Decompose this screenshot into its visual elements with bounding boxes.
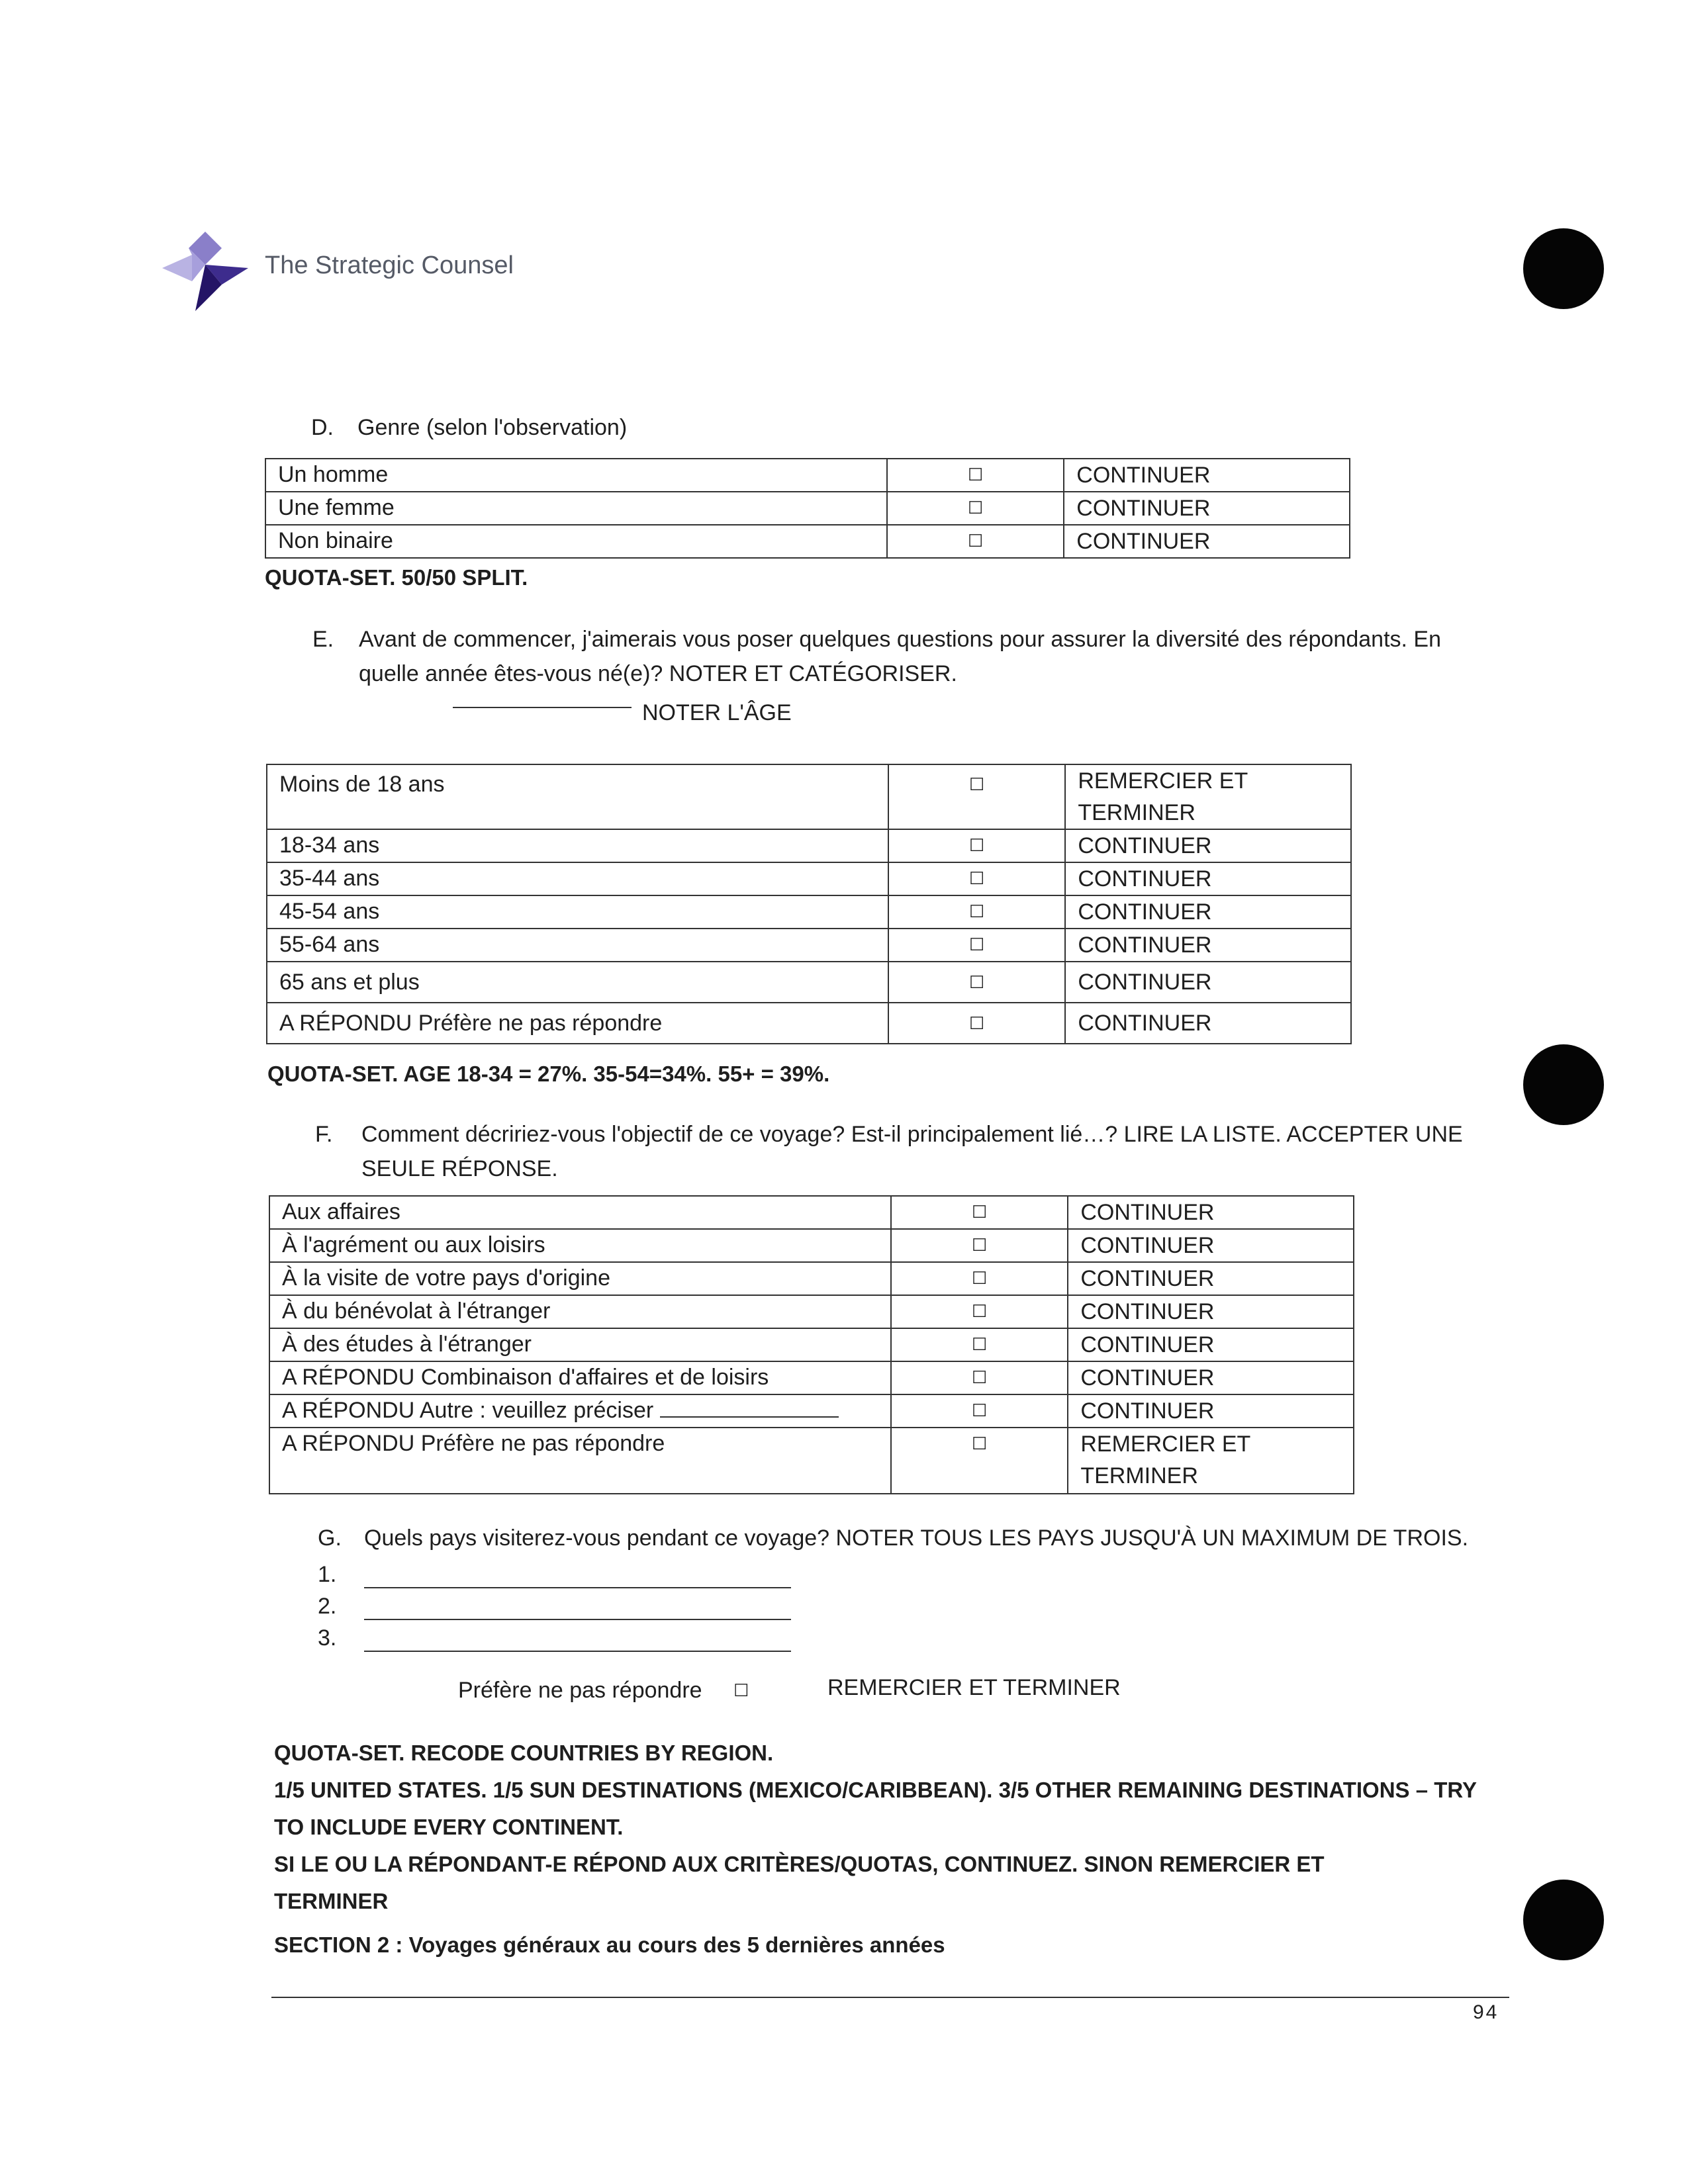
action-label: REMERCIER ET TERMINER: [1065, 764, 1351, 829]
action-label: CONTINUER: [1065, 962, 1351, 1003]
action-label: CONTINUER: [1068, 1328, 1354, 1361]
checkbox[interactable]: ☐: [888, 929, 1066, 962]
checkbox[interactable]: ☐: [888, 862, 1066, 895]
action-label: CONTINUER: [1065, 1003, 1351, 1044]
question-g-letter: G.: [318, 1525, 342, 1551]
quota-note-age: QUOTA-SET. AGE 18-34 = 27%. 35-54=34%. 55+ = 39%.: [267, 1062, 830, 1086]
table-row: [267, 929, 1351, 962]
action-label: CONTINUER: [1068, 1394, 1354, 1428]
table-row: [267, 962, 1351, 1003]
table-row: [267, 895, 1351, 929]
table-row: [269, 1428, 1354, 1494]
question-e-letter: E.: [312, 627, 334, 652]
checkbox[interactable]: ☐: [888, 1003, 1066, 1044]
country-input-2[interactable]: [364, 1619, 791, 1620]
quota-line-5: TERMINER: [274, 1889, 389, 1913]
action-label: CONTINUER: [1065, 895, 1351, 929]
brand-name: The Strategic Counsel: [265, 251, 514, 279]
option-label: 18-34 ans: [267, 829, 888, 862]
question-d-text: Genre (selon l'observation): [357, 415, 628, 440]
section-heading: SECTION 2 : Voyages généraux au cours des 5 dernières années: [274, 1933, 945, 1957]
page-number: 94: [1473, 2001, 1499, 2023]
age-record-line: [453, 707, 632, 708]
country-number-2: 2.: [318, 1594, 337, 1619]
option-label: À l'agrément ou aux loisirs: [269, 1229, 891, 1262]
checkbox[interactable]: ☐: [891, 1361, 1068, 1394]
table-row: [269, 1295, 1354, 1328]
action-label: CONTINUER: [1068, 1361, 1354, 1394]
table-row: [269, 1361, 1354, 1394]
action-label: REMERCIER ET TERMINER: [1068, 1428, 1354, 1494]
prefer-not-action: REMERCIER ET TERMINER: [827, 1675, 1121, 1700]
checkbox[interactable]: ☐: [891, 1262, 1068, 1295]
action-label: CONTINUER: [1065, 929, 1351, 962]
question-e-text: Avant de commencer, j'aimerais vous poser quelques questions pour assurer la diversité des répondants. En quelle année êtes-vous né(e)? NOTER ET CATÉGORISER.: [359, 627, 1441, 686]
quota-line-1: QUOTA-SET. RECODE COUNTRIES BY REGION.: [274, 1741, 774, 1765]
checkbox[interactable]: ☐: [888, 895, 1066, 929]
punch-hole-bottom: [1523, 1880, 1604, 1960]
option-label: A RÉPONDU Préfère ne pas répondre: [267, 1003, 888, 1044]
table-row: [265, 459, 1350, 492]
action-label: CONTINUER: [1068, 1196, 1354, 1229]
option-label: À du bénévolat à l'étranger: [269, 1295, 891, 1328]
action-label: CONTINUER: [1065, 862, 1351, 895]
checkbox[interactable]: ☐: [891, 1394, 1068, 1428]
action-label: CONTINUER: [1068, 1229, 1354, 1262]
table-row: [269, 1229, 1354, 1262]
option-label: 55-64 ans: [267, 929, 888, 962]
option-label: Non binaire: [265, 525, 887, 558]
question-f-text: Comment décririez-vous l'objectif de ce voyage? Est-il principalement lié…? LIRE LA LISTE. ACCEPTER UNE SEULE RÉPONSE.: [361, 1122, 1463, 1181]
option-label: Un homme: [265, 459, 887, 492]
quota-line-3: TO INCLUDE EVERY CONTINENT.: [274, 1815, 624, 1839]
checkbox[interactable]: ☐: [891, 1229, 1068, 1262]
option-label-text: A RÉPONDU Autre : veuillez préciser: [282, 1398, 654, 1423]
strategic-counsel-logo-icon: [156, 228, 255, 314]
checkbox[interactable]: ☐: [891, 1295, 1068, 1328]
action-label: CONTINUER: [1064, 492, 1350, 525]
checkbox[interactable]: ☐: [891, 1328, 1068, 1361]
quota-note-gender: QUOTA-SET. 50/50 SPLIT.: [265, 565, 528, 590]
question-f-letter: F.: [315, 1122, 333, 1147]
table-row: [267, 862, 1351, 895]
purpose-table: [269, 1195, 1354, 1494]
punch-hole-top: [1523, 228, 1604, 309]
table-row: [265, 492, 1350, 525]
table-row: [267, 829, 1351, 862]
country-input-3[interactable]: [364, 1651, 791, 1652]
option-label: À des études à l'étranger: [269, 1328, 891, 1361]
table-row: [265, 525, 1350, 558]
prefer-not-label: Préfère ne pas répondre: [458, 1678, 702, 1703]
option-label: A RÉPONDU Préfère ne pas répondre: [269, 1428, 891, 1494]
country-number-1: 1.: [318, 1562, 337, 1587]
checkbox[interactable]: ☐: [887, 525, 1064, 558]
gender-table: [265, 458, 1350, 559]
option-label: Aux affaires: [269, 1196, 891, 1229]
table-row: [267, 764, 1351, 829]
country-input-1[interactable]: [364, 1587, 791, 1588]
quota-line-2: 1/5 UNITED STATES. 1/5 SUN DESTINATIONS (MEXICO/CARIBBEAN). 3/5 OTHER REMAINING DESTINATIONS – TRY: [274, 1778, 1477, 1802]
punch-hole-middle: [1523, 1044, 1604, 1125]
prefer-not-checkbox[interactable]: ☐: [733, 1680, 749, 1700]
question-g-text: Quels pays visiterez-vous pendant ce voyage? NOTER TOUS LES PAYS JUSQU'À UN MAXIMUM DE TROIS.: [364, 1525, 1469, 1551]
checkbox[interactable]: ☐: [887, 492, 1064, 525]
specify-input-line[interactable]: [660, 1395, 839, 1418]
option-label: A RÉPONDU Combinaison d'affaires et de loisirs: [269, 1361, 891, 1394]
table-row: [267, 1003, 1351, 1044]
checkbox[interactable]: ☐: [888, 962, 1066, 1003]
checkbox[interactable]: ☐: [891, 1428, 1068, 1494]
checkbox[interactable]: ☐: [891, 1196, 1068, 1229]
checkbox[interactable]: ☐: [887, 459, 1064, 492]
option-label: 65 ans et plus: [267, 962, 888, 1003]
option-label: Une femme: [265, 492, 887, 525]
footer-rule: [271, 1997, 1509, 1998]
checkbox[interactable]: ☐: [888, 764, 1066, 829]
action-label: CONTINUER: [1068, 1295, 1354, 1328]
country-number-3: 3.: [318, 1625, 337, 1651]
record-age-label: NOTER L'ÂGE: [642, 700, 792, 725]
table-row: [269, 1394, 1354, 1428]
table-row: [269, 1262, 1354, 1295]
action-label: CONTINUER: [1064, 459, 1350, 492]
checkbox[interactable]: ☐: [888, 829, 1066, 862]
question-d-letter: D.: [311, 415, 334, 440]
action-label: CONTINUER: [1068, 1262, 1354, 1295]
quota-line-4: SI LE OU LA RÉPONDANT-E RÉPOND AUX CRITÈRES/QUOTAS, CONTINUEZ. SINON REMERCIER ET: [274, 1852, 1325, 1876]
option-label: [269, 1394, 891, 1428]
option-label: 35-44 ans: [267, 862, 888, 895]
option-label: 45-54 ans: [267, 895, 888, 929]
age-table: [266, 764, 1352, 1044]
option-label: Moins de 18 ans: [267, 764, 888, 829]
action-label: CONTINUER: [1064, 525, 1350, 558]
option-label: À la visite de votre pays d'origine: [269, 1262, 891, 1295]
table-row: [269, 1328, 1354, 1361]
action-label: CONTINUER: [1065, 829, 1351, 862]
table-row: [269, 1196, 1354, 1229]
